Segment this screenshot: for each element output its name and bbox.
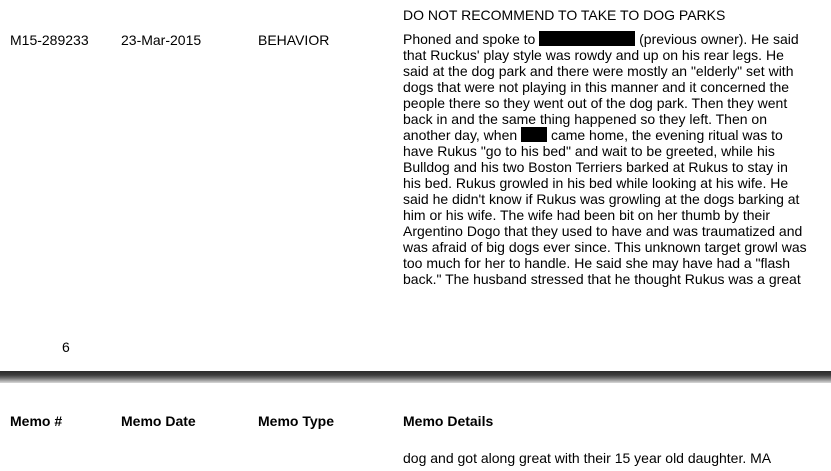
details-line: people there so they went out of the dog park. Then they went xyxy=(403,95,788,111)
memo-type: BEHAVIOR xyxy=(258,32,330,48)
column-header-memo-number: Memo # xyxy=(10,413,63,429)
details-line: his bed. Rukus growled in his bed while looking at his wife. He xyxy=(403,175,789,191)
details-line: too much for her to handle. He said she may have had a "flash xyxy=(403,255,791,271)
details-line: said he didn't know if Rukus was growling at the dogs barking at xyxy=(403,191,800,207)
redaction-box xyxy=(539,31,635,46)
details-line: Argentino Dogo that they used to have and was traumatized and xyxy=(403,223,803,239)
details-line: have Rukus "go to his bed" and wait to be greeted, while his xyxy=(403,143,775,159)
details-line: another day, when came home, the evening ritual was to xyxy=(403,127,783,143)
column-header-memo-details: Memo Details xyxy=(403,413,494,429)
continued-details-text: dog and got along great with their 15 year old daughter. MA xyxy=(403,450,772,466)
memo-number: M15-289233 xyxy=(10,32,89,48)
page-number: 6 xyxy=(62,339,70,355)
previous-record-text: DO NOT RECOMMEND TO TAKE TO DOG PARKS xyxy=(403,7,726,23)
memo-date: 23-Mar-2015 xyxy=(121,32,202,48)
details-line: dogs that were not playing in this manner and it concerned the xyxy=(403,79,790,95)
details-line: Phoned and spoke to (previous owner). He said xyxy=(403,31,799,47)
page-divider xyxy=(0,371,831,383)
redaction-box xyxy=(521,127,547,142)
details-line: back in and the same thing happened so they left. Then on xyxy=(403,111,767,127)
details-line: him or his wife. The wife had been bit on her thumb by their xyxy=(403,207,771,223)
details-line: that Ruckus' play style was rowdy and up on his rear legs. He xyxy=(403,47,784,63)
memo-details xyxy=(403,31,823,287)
details-line: back." The husband stressed that he thought Rukus was a great xyxy=(403,271,801,287)
details-line: was afraid of big dogs ever since. This unknown target growl was xyxy=(403,239,807,255)
details-line: Bulldog and his two Boston Terriers barked at Rukus to stay in xyxy=(403,159,788,175)
column-header-memo-date: Memo Date xyxy=(121,413,196,429)
column-header-memo-type: Memo Type xyxy=(258,413,334,429)
details-line: said at the dog park and there were mostly an "elderly" set with xyxy=(403,63,794,79)
